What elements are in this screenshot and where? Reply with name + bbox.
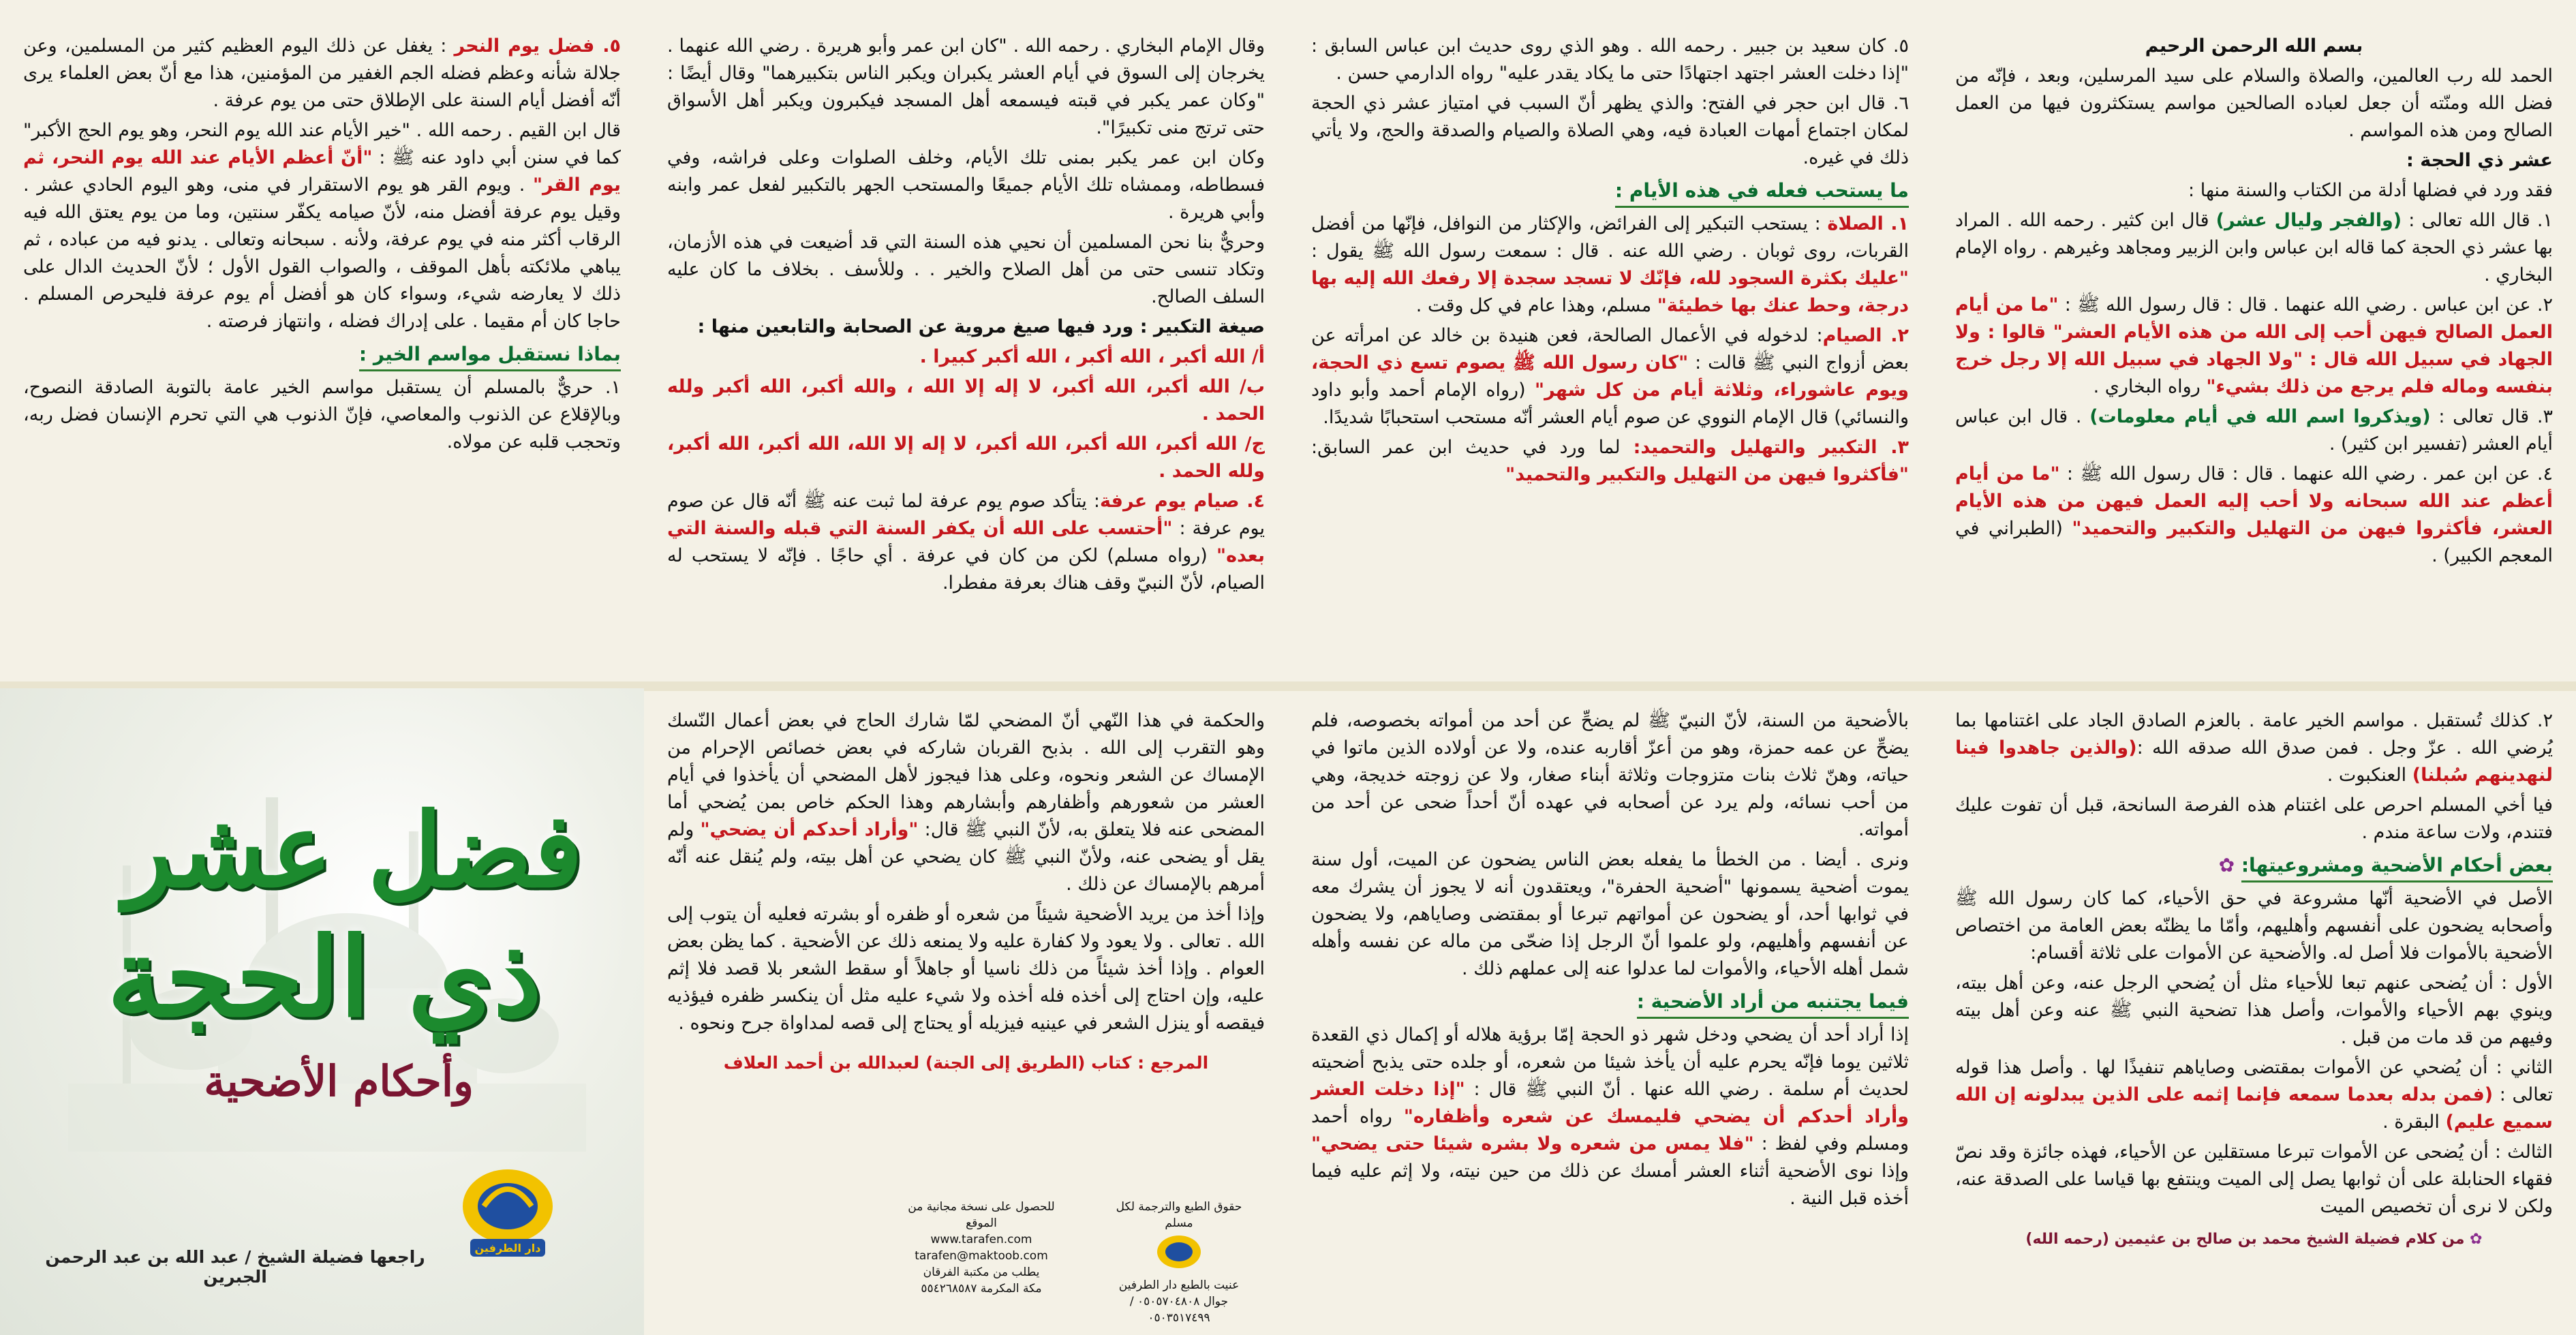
takbir-form-b: ب/ الله أكبر، الله أكبر، لا إله إلا الله ، والله أكبر، الله أكبر ولله الحمد .	[667, 376, 1265, 425]
sacrifice-type-3: الثالث : أن يُضحى عن الأموات تبرعا مستقلين عن الأحياء، فهذه جائزة وقد نصّ فقهاء الحنابلة على أن ثوابها يصل إلى الميت وينتفع بها قياسا على الصدقة عنه، ولكن لا نرى أن تخصيص الميت	[1955, 1141, 2553, 1217]
cover-panel	[0, 688, 644, 1335]
website-link[interactable]: www.tarafen.com	[930, 1233, 1032, 1246]
violation-paragraph: وإذا أخذ من يريد الأضحية شيئاً من شعره أو ظفره أو بشرته فعليه أن يتوب إلى الله . تعالى . ولا يعود ولا كفارة عليه ولا يمنعه ذلك عن الأضحية . كما يظن بعض العوام . وإذا أخذ شيئاً من ذلك ناسيا أو جاهلاً أو سقط الشعر بلا قصد فلا إثم عليه، وإن احتاج إلى أخذه فله أخذه ولا شيء عليه مثل أن ينكسر ظفره فيؤذيه فيقصه أو ينزل الشعر في عينيه فيزيله أو يحتاج إلى قصه لمداواة جرح ونحوه .	[667, 904, 1265, 1034]
takbir-paragraph-3: وحريٌّ بنا نحن المسلمين أن نحيي هذه السنة التي قد أضيعت في هذه الأزمان، وتكاد تنسى حتى من أهل الصلاح والخير . . وللأسف . بخلاف ما كان عليه السلف الصالح.	[667, 232, 1265, 307]
nahr-day: ٥. فضل يوم النحر : يغفل عن ذلك اليوم العظيم كثير من المسلمين، وعن جلالة شأنه وعظم فضله الجم الغفير من المؤمنين، هذا مع أنّ بعض العلماء يرى أنّه أفضل أيام السنة على الإطلاق حتى من يوم عرفة .	[23, 35, 621, 111]
act-prayer: ١. الصلاة : يستحب التبكير إلى الفرائض، والإكثار من النوافل، فإنّها من أفضل القربات، روى ثوبان . رضي الله عنه . قال : سمعت رسول الله ﷺ يقول : "عليك بكثرة السجود لله، فإنّك لا تسجد سجدة إلا رفعك الله إليه بها درجة، وحط عنك بها خطيئة" مسلم، وهذا عام في كل وقت .	[1311, 213, 1910, 316]
wisdom-panel	[644, 688, 1288, 1335]
act-takbir: ٣. التكبير والتهليل والتحميد: لما ورد في حديث ابن عمر السابق: "فأكثروا فيهن من التهليل والتكبير والتحميد"	[1311, 437, 1909, 485]
sacrifice-type-1: الأول : أن يُضحى عنهم تبعا للأحياء مثل أن يُضحي الرجل عنه، وعن أهل بيته، وينوي بهم الأحياء والأموات، وأصل هذا تضحية النبي ﷺ عنه وعن أهل بيته وفيهم من قد مات من قبل .	[1955, 972, 2553, 1048]
nahr-panel	[0, 14, 644, 634]
sacrifice-rulings-panel	[1932, 688, 2576, 1308]
cover-title-line2: ذي الحجة	[107, 913, 542, 1041]
intro-panel	[1932, 14, 2576, 634]
evidence-5: ٥. كان سعيد بن جبير . رحمه الله . وهو الذي روى حديث ابن عباس السابق : "إذا دخلت العشر اجتهد اجتهادًا حتى ما يكاد يقدر عليه" رواه الدارمي حسن .	[1311, 35, 1909, 84]
intro-paragraph: الحمد لله رب العالمين، والصلاة والسلام على سيد المرسلين، وبعد ، فإنّه من فضل الله ومنّته أن جعل لعباده الصالحين مواسم يستكثرون فيها من العمل الصالح ومن هذه المواسم .	[1955, 65, 2553, 141]
evidence-1: ١. قال الله تعالى : (والفجر وليال عشر) قال ابن كثير . رحمه الله . المراد بها عشر ذي الحجة كما قاله ابن عباس وابن الزبير ومجاهد وغيرهم . رواه الإمام البخاري .	[1955, 210, 2553, 286]
svg-text:دار الطرفين: دار الطرفين	[474, 1242, 541, 1255]
cover-subtitle: وأحكام الأضحية	[204, 1056, 474, 1106]
imprint-block	[671, 1192, 1271, 1325]
section-heading-recommended: ما يستحب فعله في هذه الأيام :	[1311, 177, 1909, 208]
flower-icon: ✿	[2218, 854, 2235, 876]
opportunity-paragraph: فيا أخي المسلم احرص على اغتنام هذه الفرصة السانحة، قبل أن تفوت عليك فتندم، ولات ساعة مندم .	[1955, 795, 2553, 843]
recommended-acts-panel	[1288, 14, 1932, 634]
evidence-6: ٦. قال ابن حجر في الفتح: والذي يظهر أنّ السبب في امتياز عشر ذي الحجة لمكان اجتماع أمهات العبادة فيه، وهي الصلاة والصيام والصدقة والحج، ولا يأتي ذلك في غيره.	[1311, 93, 1909, 168]
evidence-3: ٣. قال تعالى : (ويذكروا اسم الله في أيام معلومات) . قال ابن عباس أيام العشر (تفسير ابن كثير) .	[1955, 406, 2553, 455]
contact-block: للحصول على نسخة مجانية من الموقع www.tarafen.com tarafen@maktoob.com يطلب من مكتبة الفرقان مكة المكرمة ٥٥٤٢٦٨٥٨٧	[903, 1199, 1060, 1297]
takbir-forms-heading: صيغة التكبير : ورد فيها صيغ مروية عن الصحابة والتابعين منها :	[697, 316, 1265, 337]
sacrifice-origin: الأصل في الأضحية أنّها مشروعة في حق الأحياء، كما كان رسول الله ﷺ وأصحابه يضحون على أنفسهم وأهليهم، وأمّا ما يظنّه بعض العامة من اختصاص الأضحية بالأموات فلا أصل له. والأضحية عن الأموات على ثلاثة أقسام:	[1955, 888, 2553, 964]
publisher-small-logo	[1155, 1231, 1203, 1272]
evidence-2: ٢. عن ابن عباس . رضي الله عنهما . قال : قال رسول الله ﷺ : "ما من أيام العمل الصالح فيهن أحب إلى الله من هذه الأيام العشر" قالوا : ولا الجهاد في سبيل الله قال : "ولا الجهاد في سبيل الله إلا رجل خرج بنفسه وماله فلم يرجع من ذلك بشيء" رواه البخاري .	[1955, 294, 2553, 397]
takbir-paragraph-2: وكان ابن عمر يكبر بمنى تلك الأيام، وخلف الصلوات وعلى فراشه، وفي فسطاطه، وممشاه تلك الأيام جميعًا والمستحب الجهر بالتكبير لفعل عمر وابنه وأبي هريرة .	[667, 147, 1265, 223]
act-arafah-fast: ٤. صيام يوم عرفة: يتأكد صوم يوم عرفة لما ثبت عنه ﷺ أنّه قال عن صوم يوم عرفة : "أحتسب على الله أن يكفر السنة التي قبله والسنة التي بعده" (رواه مسلم) لكن من كان في عرفة . أي حاجًا . فإنّه لا يستحب له الصيام، لأنّ النبيّ وقف هناك بعرفة مفطرا.	[667, 491, 1265, 594]
evidence-intro: فقد ورد في فضلها أدلة من الكتاب والسنة منها :	[2188, 180, 2553, 201]
deceased-sacrifice-paragraph: بالأضحية من السنة، لأنّ النبيّ ﷺ لم يضحِّ عن أحد من أمواته بخصوصه، فلم يضحِّ عن عمه حمزة، وهو من أعزّ أقاربه عنده، ولا عن أولاده الذين ماتوا في حياته، وهنّ ثلاث بنات متزوجات وثلاثة أبناء صغار، ولا عن زوجته خديجة، وهي من أحب نسائه، ولم يرد عن أصحابه في عهده أنّ أحداً ضحى عن أحد من أمواته.	[1311, 710, 1909, 840]
flower-icon: ✿	[2464, 1231, 2483, 1248]
takbir-paragraph-1: وقال الإمام البخاري . رحمه الله . "كان ابن عمر وأبو هريرة . رضي الله عنهما . يخرجان إلى السوق في أيام العشر يكبران ويكبر الناس بتكبيرهما" وقال أيضًا : "وكان عمر يكبر في قبته فيسمعه أهل المسجد فيكبرون ويكبر أهل الأسواق حتى ترتج منى تكبيرًا".	[667, 35, 1265, 138]
reference-line: المرجع : كتاب (الطريق إلى الجنة) لعبدالله بن أحمد العلاف	[723, 1053, 1209, 1073]
common-error-paragraph: ونرى . أيضا . من الخطأ ما يفعله بعض الناس يضحون عن الميت، أول سنة يموت أضحية يسمونها "أضحية الحفرة"، ويعتقدون أنه لا يجوز أن يشرك معه في ثوابها أحد، أو يضحون عن أمواتهم تبرعا أو بمقتضى وصاياهم، ولا يضحون عن أنفسهم وأهليهم، ولو علموا أنّ الرجل إذا ضحّى من ماله عن نفسه وأهله شمل أهله الأحياء، والأموات لما عدلوا عنه إلى عملهم ذلك .	[1311, 849, 1909, 979]
section-heading-sacrifice: بعض أحكام الأضحية ومشروعيتها: ✿	[1955, 852, 2553, 883]
source-signature: ✿ من كلام فضيلة الشيخ محمد بن صالح بن عثيمين (رحمه الله)	[2025, 1231, 2483, 1248]
repentance-paragraph: ١. حريٌّ بالمسلم أن يستقبل مواسم الخير عامة بالتوبة الصادقة النصوح، وبالإقلاع عن الذنوب والمعاصي، فإنّ الذنوب هي التي تحرم الإنسان فضل ربه، وتحجب قلبه عن مولاه.	[23, 377, 621, 452]
avoid-panel	[1288, 688, 1932, 1308]
act-fasting: ٢. الصيام: لدخوله في الأعمال الصالحة، فعن هنيدة بن خالد عن امرأته عن بعض أزواج النبي ﷺ قالت : "كان رسول الله ﷺ يصوم تسع ذي الحجة، ويوم عاشوراء، وثلاثة أيام من كل شهر" (رواه الإمام أحمد وأبو داود والنسائي) قال الإمام النووي عن صوم أيام العشر أنّه مستحب استحبابًا شديدًا.	[1311, 325, 1910, 428]
takbir-panel	[644, 14, 1288, 634]
basmala: بسم الله الرحمن الرحيم	[2145, 35, 2363, 57]
section-heading-welcome: بماذا نستقبل مواسم الخير :	[23, 341, 621, 371]
wisdom-paragraph: والحكمة في هذا النّهي أنّ المضحي لمّا شارك الحاج في بعض أعمال النّسك وهو التقرب إلى الله . بذبح القربان شاركه في بعض خصائص الإحرام من الإمساك عن الشعر ونحوه، وعلى هذا فيجوز لأهل المضحي أن يأخذوا في أيام العشر من شعورهم وأظفارهم وأبشارهم وهذا الحكم خاص بمن يُضحي أما المضحى عنه فلا يتعلق به، لأنّ النبي ﷺ قال: "وأراد أحدكم أن يضحي" ولم يقل أو يضحى عنه، ولأنّ النبي ﷺ كان يضحي عن أهل بيته، ولم يُنقل عنه أنّه أمرهم بالإمساك عن ذلك .	[667, 710, 1265, 895]
rights-block: حقوق الطبع والترجمة لكل مسلم عنيت بالطبع دار الطرفين جوال ٠٥٠٥٧٠٤٨٠٨ / ٠٥٠٣٥١٧٤٩٩	[1116, 1200, 1242, 1325]
publisher-logo	[457, 1158, 559, 1261]
section-heading-avoid: فيما يجتنبه من أراد الأضحية :	[1311, 988, 1909, 1019]
ibn-qayyim-quote: قال ابن القيم . رحمه الله . "خير الأيام عند الله يوم النحر، وهو يوم الحج الأكبر" كما في سنن أبي داود عنه ﷺ : "أنّ أعظم الأيام عند الله يوم النحر، ثم يوم القر" . ويوم القر هو يوم الاستقرار في منى، وهو اليوم الحادي عشر . وقيل يوم عرفة أفضل منه، لأنّ صيامه يكفّر سنتين، وما من يوم يعتق الله فيه الرقاب أكثر منه في يوم عرفة، ولأنه . سبحانه وتعالى . يدنو فيه من عباده ، ثم يباهي ملائكته بأهل الموقف ، والصواب القول الأول ؛ لأنّ الحديث الدال على ذلك لا يعارضه شيء، وسواء كان هو أفضل أم يوم عرفة فليحرص المسلم . حاجا كان أم مقيما . على إدراك فضله ، وانتهاز فرصته .	[23, 120, 622, 332]
evidence-4: ٤. عن ابن عمر . رضي الله عنهما . قال : قال رسول الله ﷺ : "ما من أيام أعظم عند الله سبحانه ولا أحب إليه العمل فيهن من هذه الأيام العشر، فأكثروا فيهن من التهليل والتكبير والتحميد" (الطبراني في المعجم الكبير) .	[1955, 463, 2553, 566]
cover-reviewer: راجعها فضيلة الشيخ / عبد الله بن عبد الرحمن الجبرين	[45, 1247, 425, 1287]
avoid-paragraph: إذا أراد أحد أن يضحي ودخل شهر ذو الحجة إمّا برؤية هلاله أو إكمال ذي القعدة ثلاثين يوما فإنّه يحرم عليه أن يأخذ شيئا من شعره، أو جلده حتى يذبح أضحيته لحديث أم سلمة . رضي الله عنها . أنّ النبي ﷺ قال : "إذا دخلت العشر وأراد أحدكم أن يضحي فليمسك عن شعره وأظفاره" رواه أحمد ومسلم وفي لفظ : "فلا يمس من شعره ولا بشره شيئا حتى يضحي" وإذا نوى الأضحية أثناء العشر أمسك عن ذلك من حين نيته، ولا إثم عليه فيما أخذه قبل النية .	[1311, 1024, 1909, 1209]
resolve-paragraph: ٢. كذلك تُستقبل . مواسم الخير عامة . بالعزم الصادق الجاد على اغتنامها بما يُرضي الله . عزّ وجل . فمن صدق الله صدقه الله :(والذين جاهدوا فينا لنهدينهم سُبلنا) العنكبوت .	[1955, 710, 2553, 786]
intro-subject: عشر ذي الحجة :	[2406, 150, 2553, 171]
takbir-form-a: أ/ الله أكبر ، الله أكبر ، الله أكبر كبيرا .	[919, 346, 1265, 367]
sacrifice-type-2: الثاني : أن يُضحي عن الأموات بمقتضى وصاياهم تنفيذًا لها . وأصل هذا قوله تعالى : (فمن بدله بعدما سمعه فإنما إثمه على الذين يبدلونه إن الله سميع عليم) البقرة .	[1955, 1057, 2553, 1133]
takbir-form-c: ج/ الله أكبر، الله أكبر، الله أكبر، لا إله إلا الله، الله أكبر، الله أكبر، ولله الحمد .	[667, 433, 1265, 482]
email-link[interactable]: tarafen@maktoob.com	[915, 1249, 1048, 1263]
cover-title-line1: فضل عشر	[123, 791, 583, 910]
